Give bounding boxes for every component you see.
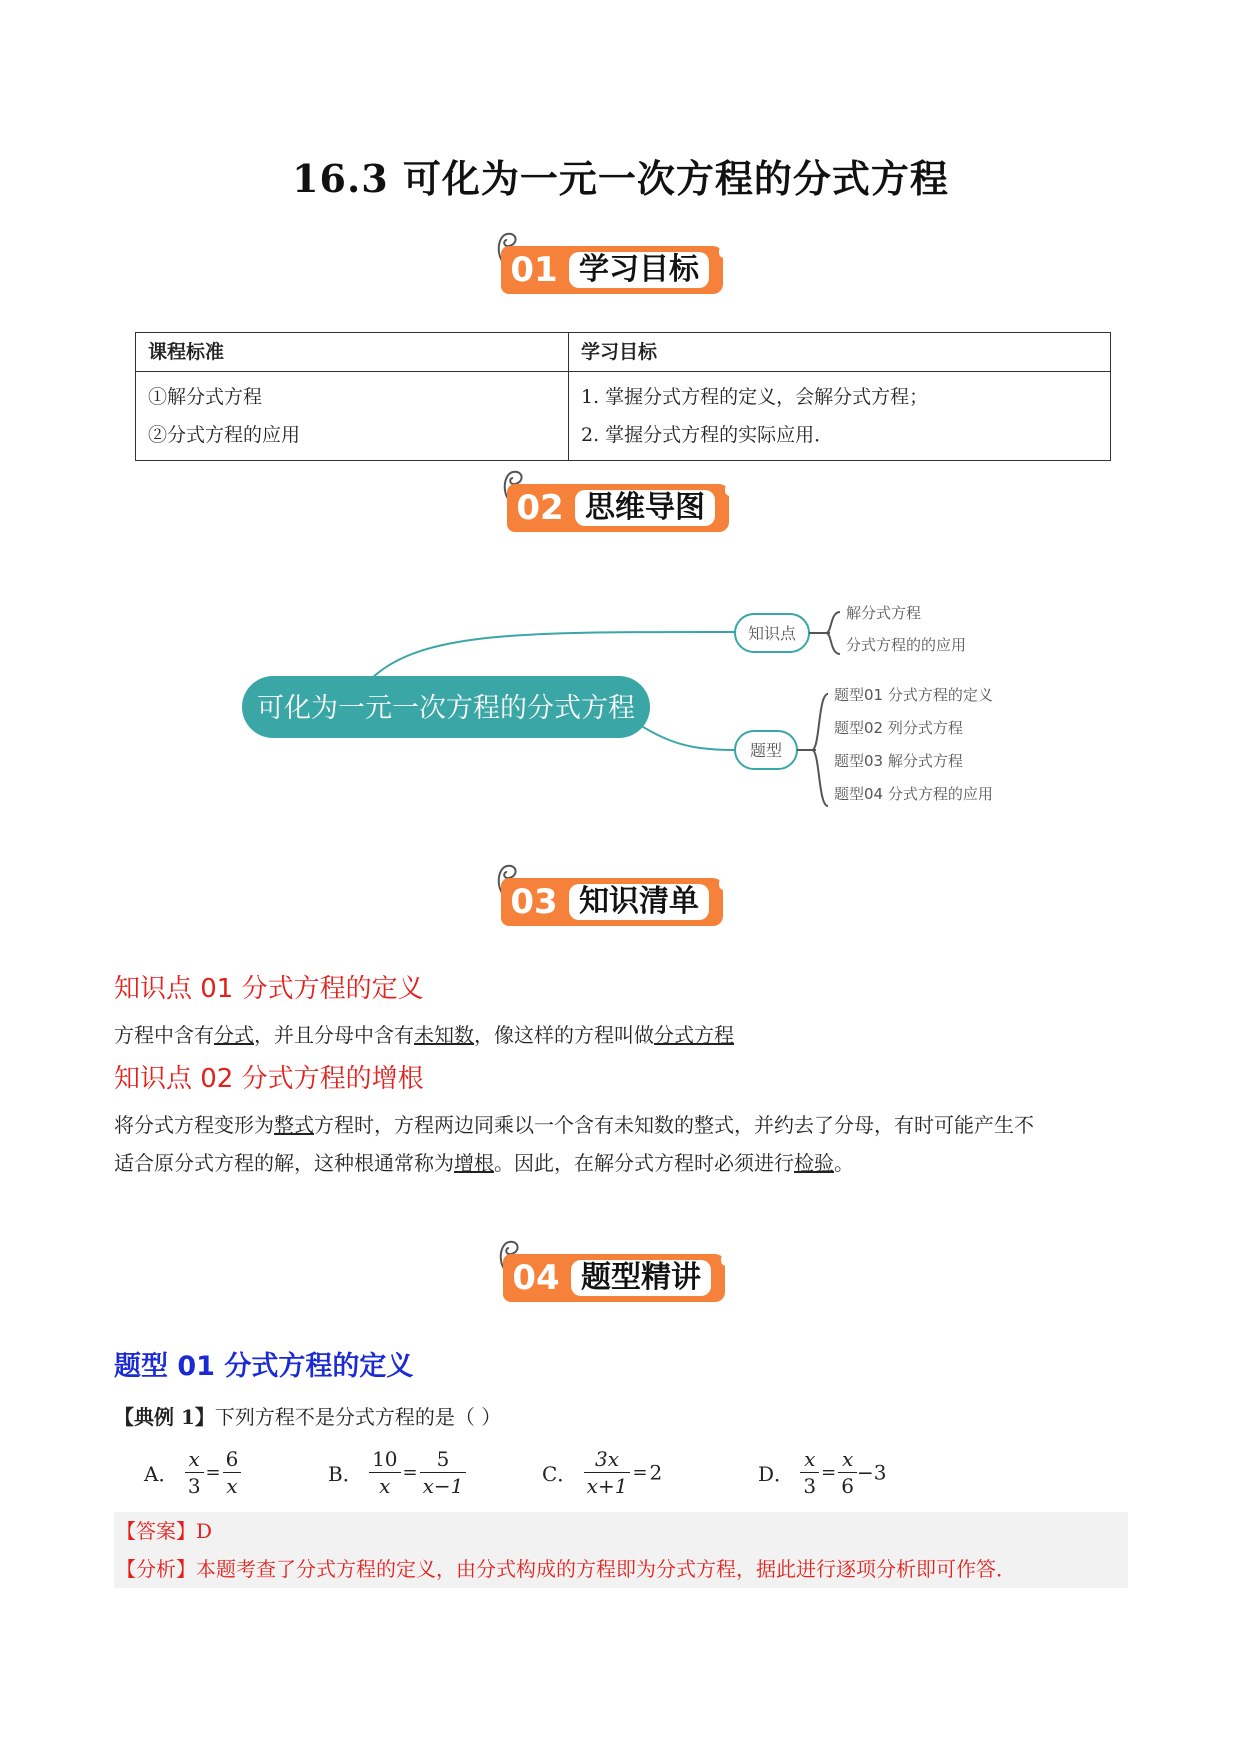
banner-label: 学习目标 bbox=[569, 252, 709, 288]
banner-number: 04 bbox=[503, 1254, 569, 1302]
standard-item: ②分式方程的应用 bbox=[148, 424, 301, 446]
option-b: B． $\frac{10}{x}$ = $\frac{5}{x-1}$ bbox=[328, 1446, 466, 1499]
banner-label: 思维导图 bbox=[575, 490, 715, 526]
mindmap-leaf: 题型02 列分式方程 bbox=[834, 719, 963, 737]
mindmap-leaf: 分式方程的的应用 bbox=[846, 636, 967, 654]
banner-label: 题型精讲 bbox=[571, 1260, 711, 1296]
banner-number: 02 bbox=[507, 484, 573, 532]
mindmap-leaf: 题型03 解分式方程 bbox=[834, 752, 963, 770]
section-banner-04 bbox=[495, 1236, 735, 1308]
page-title: 16.3 可化为一元一次方程的分式方程 bbox=[292, 156, 949, 201]
knowledge-heading-02: 知识点 02 分式方程的增根 bbox=[114, 1064, 424, 1094]
table-cell-goal bbox=[569, 372, 1111, 461]
option-c: C． $\frac{3x}{x+1}$ = 2 bbox=[542, 1447, 663, 1498]
example-text: 下列方程不是分式方程的是（ ） bbox=[214, 1405, 502, 1429]
answer-line: 【答案】D bbox=[116, 1519, 213, 1543]
banner-number: 01 bbox=[501, 246, 567, 294]
mindmap-leaf: 解分式方程 bbox=[846, 604, 922, 622]
banner-number: 03 bbox=[501, 878, 567, 926]
option-a: A． $\frac{x}{3}$ = $\frac{6}{x}$ bbox=[144, 1446, 241, 1499]
knowledge-paragraph-02: 将分式方程变形为整式方程时，方程两边同乘以一个含有未知数的整式，并约去了分母，有时可能产生不 适合原分式方程的解，这种根通常称为增根。因此，在解分式方程时必须进行检验。 bbox=[114, 1113, 1034, 1175]
mindmap-leaf: 题型01 分式方程的定义 bbox=[834, 686, 993, 704]
knowledge-paragraph-01: 方程中含有分式，并且分母中含有未知数，像这样的方程叫做分式方程 bbox=[114, 1023, 734, 1047]
section-banner-03 bbox=[493, 860, 733, 932]
type-heading-01: 题型 01 分式方程的定义 bbox=[114, 1351, 414, 1382]
example-1 bbox=[114, 1398, 501, 1436]
section-banner-01 bbox=[493, 228, 733, 300]
table-header-goal: 学习目标 bbox=[569, 333, 1111, 372]
analysis-line: 【分析】本题考查了分式方程的定义，由分式构成的方程即为分式方程，据此进行逐项分析即可作答． bbox=[116, 1557, 1016, 1581]
goal-item: 2. 掌握分式方程的实际应用． bbox=[581, 424, 834, 446]
example-tag: 【典例 1】 bbox=[114, 1405, 215, 1429]
curriculum-table bbox=[135, 332, 1111, 461]
table-cell-standard bbox=[136, 372, 569, 461]
mindmap-branch-label: 题型 bbox=[749, 741, 783, 760]
mind-map bbox=[230, 590, 1030, 820]
mindmap-leaf: 题型04 分式方程的应用 bbox=[834, 785, 993, 803]
banner-label: 知识清单 bbox=[569, 884, 709, 920]
goal-item: 1. 掌握分式方程的定义，会解分式方程； bbox=[581, 386, 929, 408]
table-header-standard: 课程标准 bbox=[136, 333, 569, 372]
mindmap-branch-label: 知识点 bbox=[747, 624, 797, 643]
knowledge-heading-01: 知识点 01 分式方程的定义 bbox=[114, 974, 424, 1004]
section-banner-02 bbox=[499, 466, 739, 538]
standard-item: ①解分式方程 bbox=[148, 386, 263, 408]
answer-box bbox=[114, 1512, 1128, 1588]
option-d: D． $\frac{x}{3}$ = $\frac{x}{6}$ −3 bbox=[758, 1447, 887, 1498]
mindmap-root-label: 可化为一元一次方程的分式方程 bbox=[257, 693, 635, 724]
